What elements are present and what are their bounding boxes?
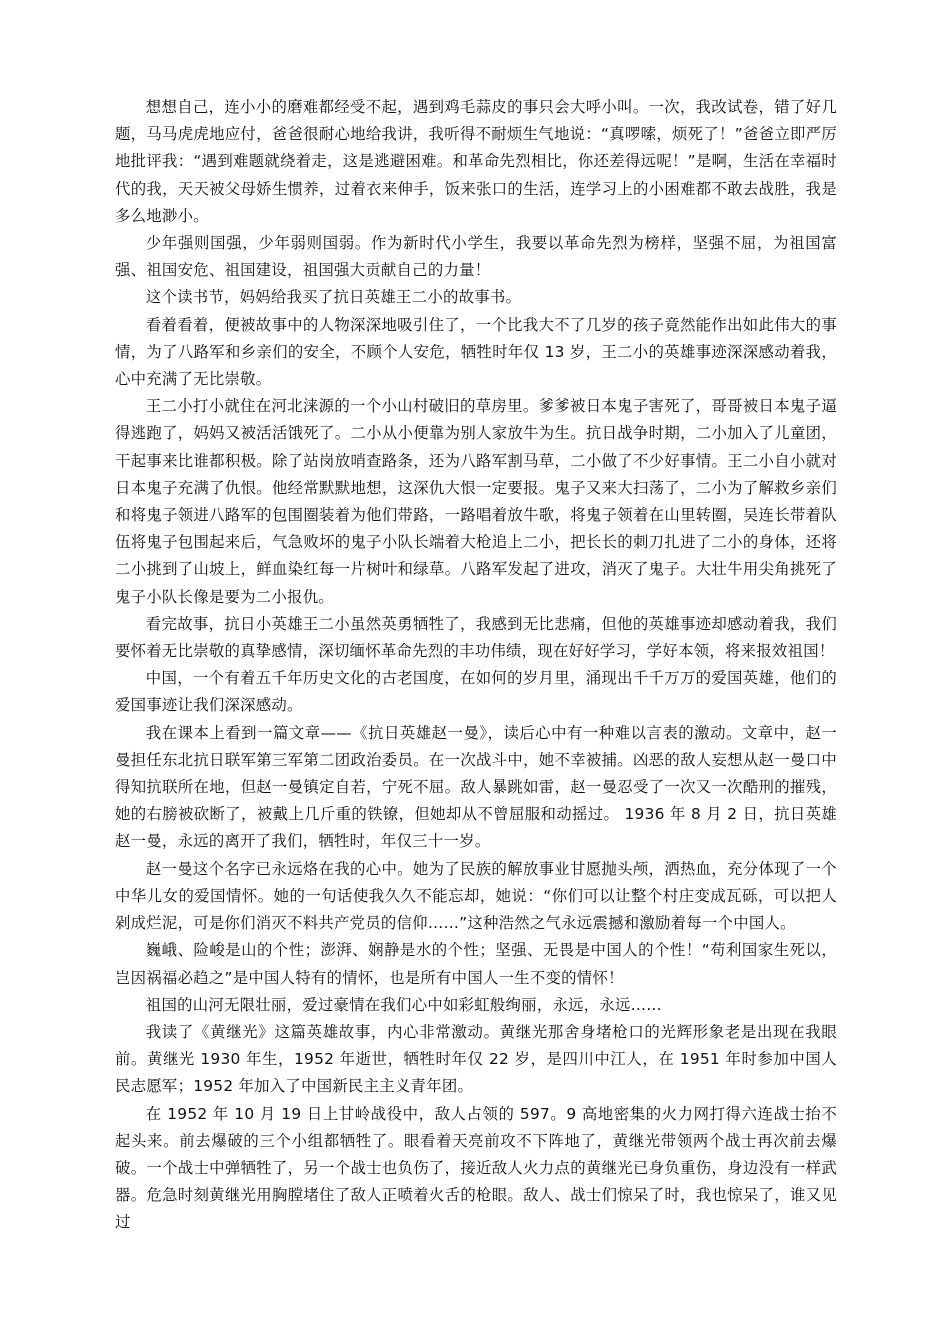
paragraph: 我在课本上看到一篇文章——《抗日英雄赵一曼》，读后心中有一种难以言表的激动。文章中，赵一曼担任东北抗日联军第三军第二团政治委员。在一次战斗中，她不幸被捕。凶恶的敌人妄想从赵一曼口中得知抗联所在地，但赵一曼镇定自若，宁死不屈。敌人暴跳如雷，赵一曼忍受了一次又一次酷刑的摧残，她的右膀被砍断了，被戴上几斤重的铁镣，但她却从不曾屈服和动摇过。 1936 年 8 月 2 日，抗日英雄赵一曼，永远的离开了我们，牺牲时，年仅三十一岁。 — [115, 723, 837, 851]
paragraph: 巍峨、险峻是山的个性；澎湃、娴静是水的个性；坚强、无畏是中国人的个性！“苟利国家生死以，岂因祸福必趋之”是中国人特有的情怀，也是所有中国人一生不变的情怀！ — [115, 941, 837, 987]
paragraph: 我读了《黄继光》这篇英雄故事，内心非常激动。黄继光那舍身堵枪口的光辉形象老是出现在我眼前。黄继光 1930 年生，1952 年逝世，牺牲时年仅 22 岁，是四川中江人，在 1951 年时参加中国人民志愿军；1952 年加入了中国新民主主义青年团。 — [115, 1022, 837, 1096]
paragraph: 看着看着，便被故事中的人物深深地吸引住了，一个比我大不了几岁的孩子竟然能作出如此伟大的事情，为了八路军和乡亲们的安全，不顾个人安危，牺牲时年仅 13 岁，王二小的英雄事迹深深感动着我，心中充满了无比崇敬。 — [115, 315, 837, 389]
paragraph: 祖国的山河无限壮丽，爱过豪情在我们心中如彩虹般绚丽，永远，永远…… — [145, 995, 662, 1014]
paragraph: 赵一曼这个名字已永远烙在我的心中。她为了民族的解放事业甘愿抛头颅，洒热血，充分体现了一个中华儿女的爱国情怀。她的一句话使我久久不能忘却，她说：“你们可以让整个村庄变成瓦砾，可以把人剁成烂泥，可是你们消灭不料共产党员的信仰……”这种浩然之气永远震撼和激励着每一个中国人。 — [115, 859, 837, 933]
paragraph: 想想自己，连小小的磨难都经受不起，遇到鸡毛蒜皮的事只会大呼小叫。一次，我改试卷，错了好几题，马马虎虎地应付，爸爸很耐心地给我讲，我听得不耐烦生气地说：“真啰嗦，烦死了！”爸爸立即严厉地批评我：“遇到难题就绕着走，这是逃避困难。和革命先烈相比，你还差得远呢！”是啊，生活在幸福时代的我，天天被父母娇生惯养，过着衣来伸手，饭来张口的生活，连学习上的小困难都不敢去战胜，我是多么地渺小。 — [115, 98, 837, 225]
paragraph: 少年强则国强，少年弱则国弱。作为新时代小学生，我要以革命先烈为榜样，坚强不屈，为祖国富强、祖国安危、祖国建设，祖国强大贡献自己的力量！ — [115, 234, 837, 280]
paragraph: 看完故事，抗日小英雄王二小虽然英勇牺牲了，我感到无比悲痛，但他的英雄事迹却感动着我，我们要怀着无比崇敬的真挚感情，深切缅怀革命先烈的丰功伟绩，现在好好学习，学好本领，将来报效祖国！ — [115, 614, 837, 661]
paragraph: 在 1952 年 10 月 19 日上甘岭战役中，敌人占领的 597。9 高地密集的火力网打得六连战士抬不起头来。前去爆破的三个小组都牺牲了。眼看着天亮前攻不下阵地了，黄继光带领两个战士再次前去爆破。一个战士中弹牺牲了，另一个战士也负伤了，接近敌人火力点的黄继光已身负重伤，身边没有一样武器。危急时刻黄继光用胸膛堵住了敌人正喷着火舌的枪眼。敌人、战士们惊呆了时，我也惊呆了，谁又见过 — [115, 1104, 837, 1232]
paragraph: 王二小打小就住在河北涞源的一个小山村破旧的草房里。爹爹被日本鬼子害死了，哥哥被日本鬼子逼得逃跑了，妈妈又被活活饿死了。二小从小便靠为别人家放牛为生。抗日战争时期，二小加入了儿童团，干起事来比谁都积极。除了站岗放哨查路条，还为八路军割马草，二小做了不少好事情。王二小自小就对日本鬼子充满了仇恨。他经常默默地想，这深仇大恨一定要报。鬼子又来大扫荡了，二小为了解救乡亲们和将鬼子领进八路军的包围圈装着为他们带路，一路唱着放牛歌，将鬼子领着在山里转圈，吴连长带着队伍将鬼子包围起来后，气急败坏的鬼子小队长端着大枪追上二小，把长长的刺刀扎进了二小的身体，还将二小挑到了山坡上，鲜血染红每一片树叶和绿草。八路军发起了进攻，消灭了鬼子。大壮牛用尖角挑死了鬼子小队长像是要为二小报仇。 — [115, 397, 837, 606]
paragraph: 中国，一个有着五千年历史文化的古老国度，在如何的岁月里，涌现出千千万万的爱国英雄，他们的爱国事迹让我们深深感动。 — [115, 669, 837, 715]
paragraph: 这个读书节，妈妈给我买了抗日英雄王二小的故事书。 — [145, 288, 522, 307]
document-body — [115, 94, 837, 1237]
